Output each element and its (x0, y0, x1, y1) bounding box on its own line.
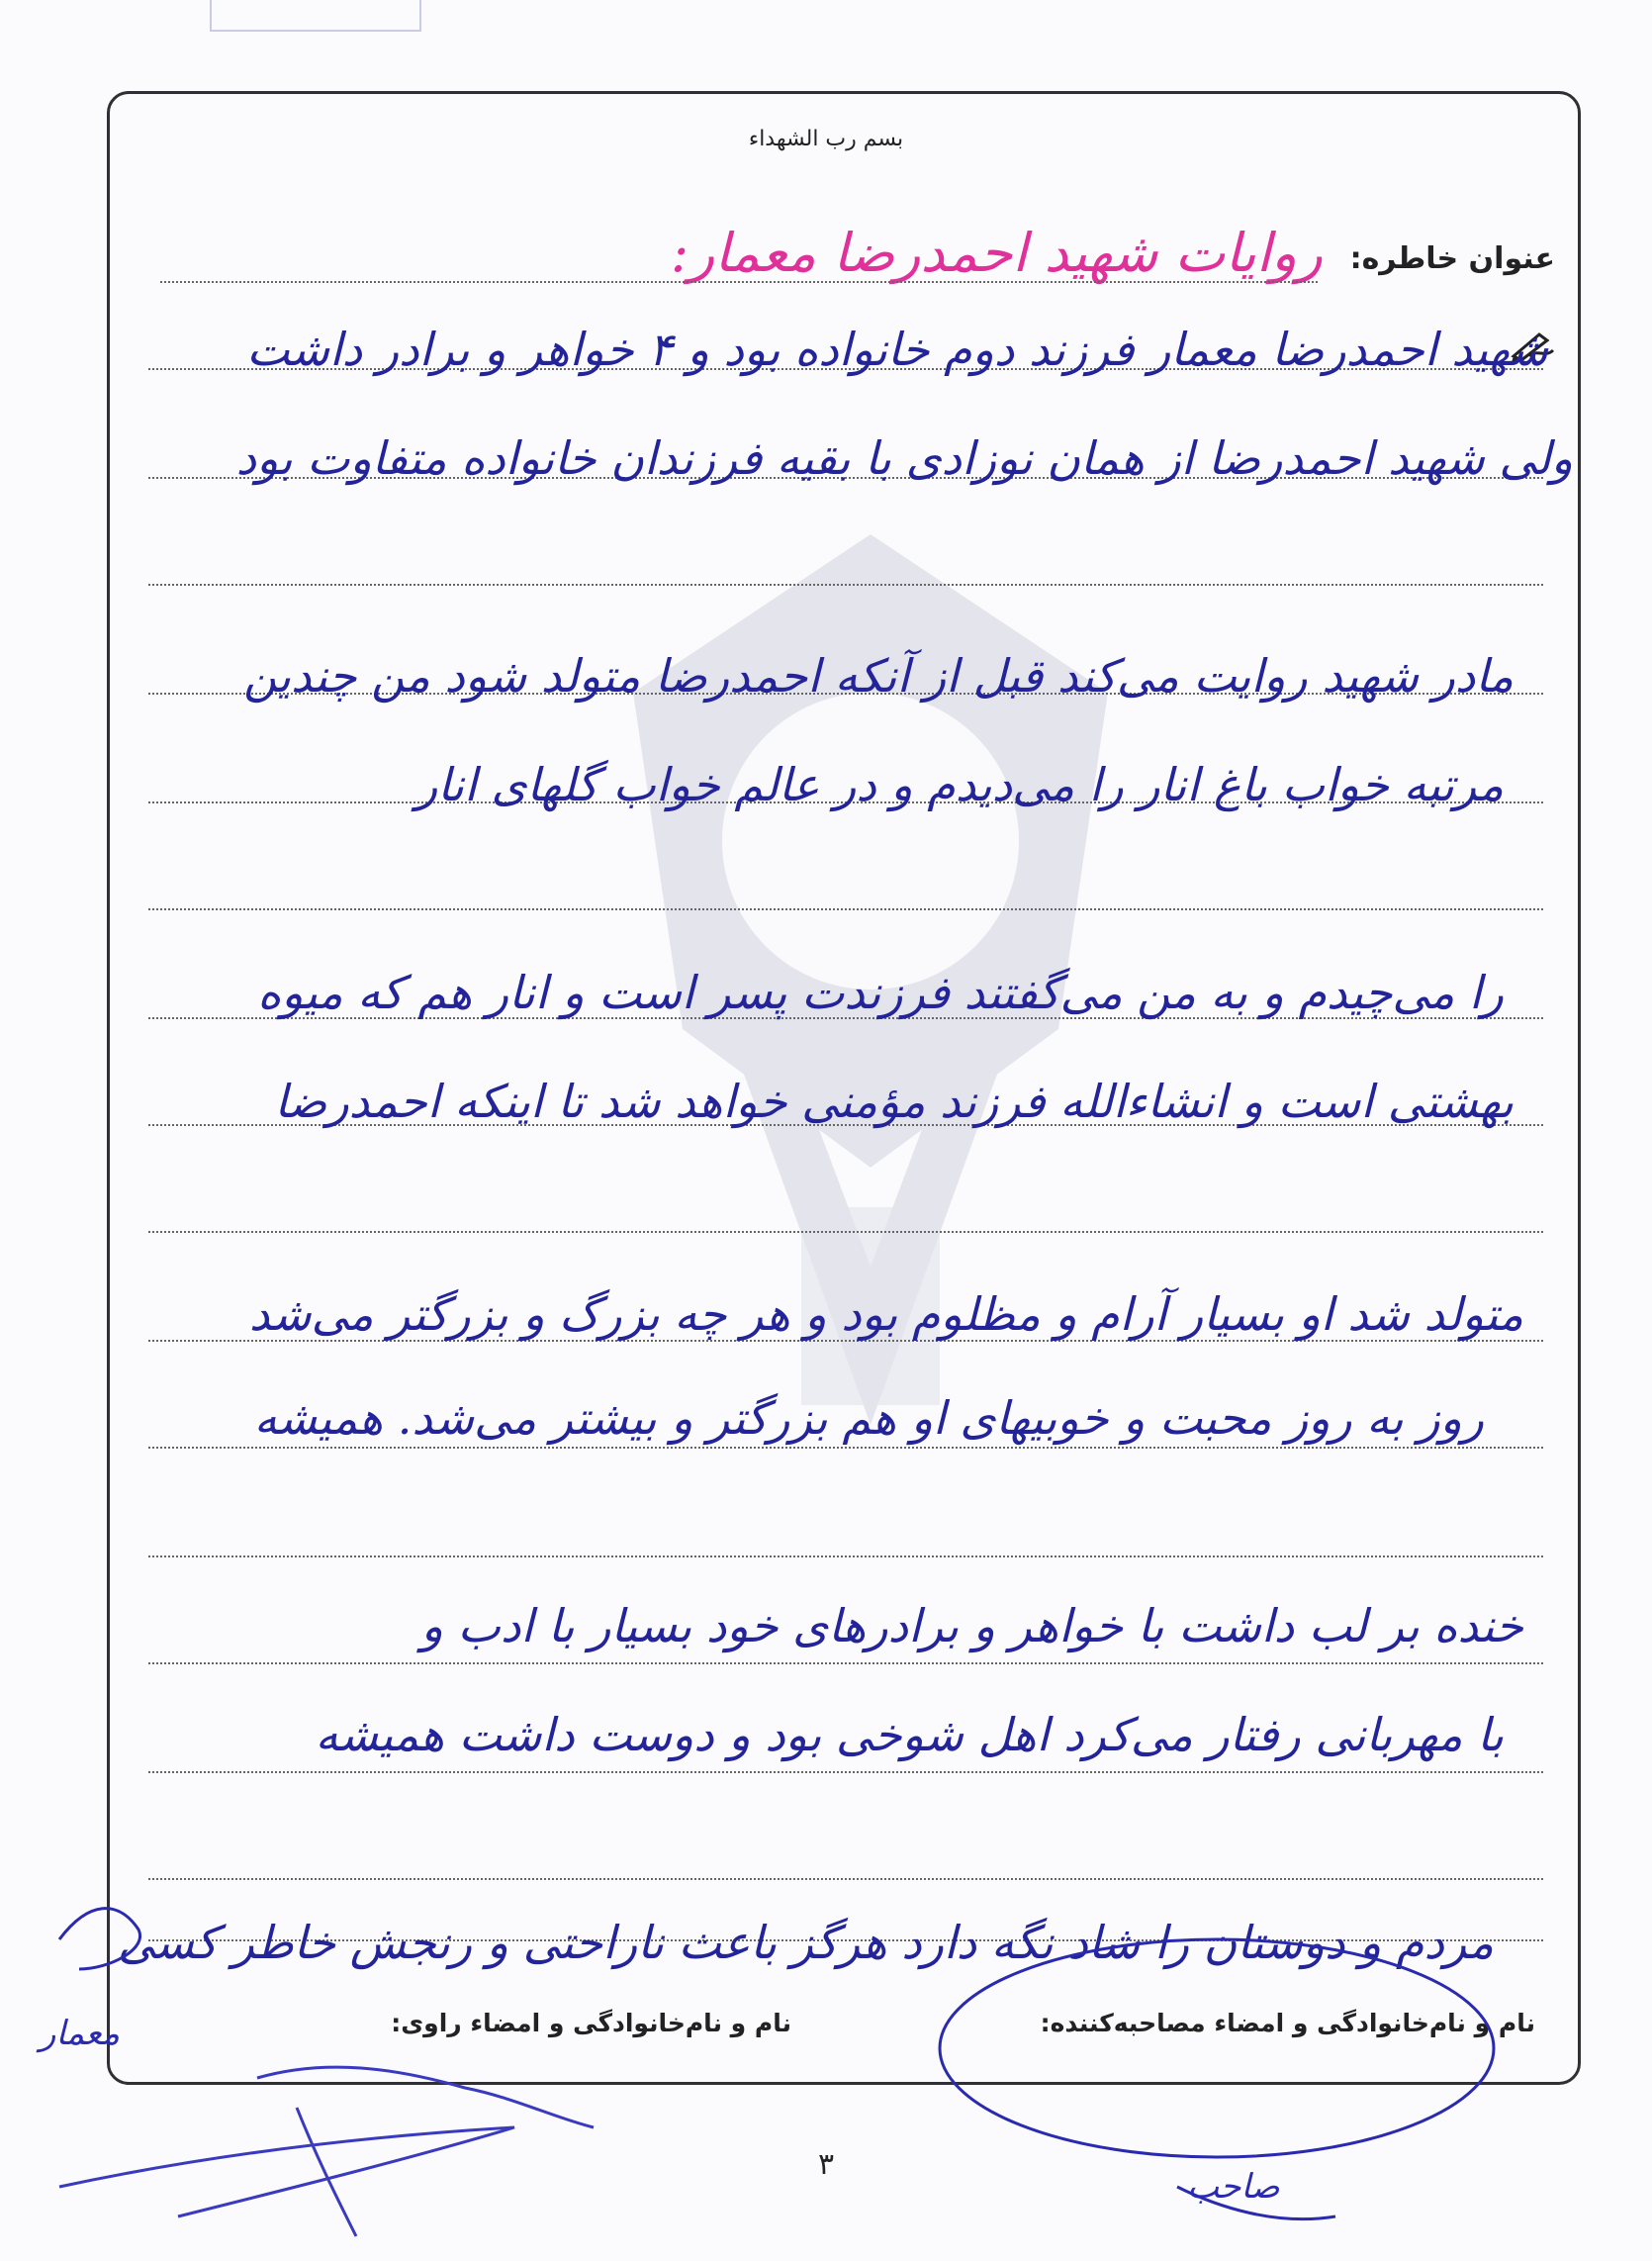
handwritten-line: خنده بر لب داشت با خواهر و برادرهای خود بسیار با ادب و (420, 1599, 1523, 1652)
handwritten-line: ولی شهید احمدرضا از همان نوزادی با بقیه فرزندان خانواده متفاوت بود (235, 431, 1573, 485)
memory-title-row (148, 218, 1555, 284)
page-number: ۳ (817, 2147, 835, 2182)
stamp-mark (210, 0, 421, 32)
ruled-line (148, 1447, 1543, 1449)
ruled-line (148, 1662, 1543, 1664)
narrator-handwritten-name: معمار (40, 2014, 121, 2053)
ruled-line (148, 1231, 1543, 1233)
interviewer-signature-label: نام و نام‌خانوادگی و امضاء مصاحبه‌کننده: (1040, 2009, 1535, 2037)
title-value: روایات شهید احمدرضا معمار: (671, 222, 1323, 284)
handwritten-line: مرتبه خواب باغ انار را می‌دیدم و در عالم خواب گلهای انار (415, 758, 1504, 811)
handwritten-line: مردم و دوستان را شاد نگه دارد هرگز باعث ناراحتی و رنجش خاطر کسی (117, 1916, 1494, 1969)
handwritten-line: بهشتی است و انشاءالله فرزند مؤمنی خواهد شد تا اینکه احمدرضا (274, 1075, 1514, 1128)
narrator-signature (0, 1860, 692, 2261)
title-label: عنوان خاطره: (1349, 241, 1555, 276)
narrator-signature-label: نام و نام‌خانوادگی و امضاء راوی: (391, 2009, 791, 2037)
handwritten-line: مادر شهید روایت می‌کند قبل از آنکه احمدرضا متولد شود من چندین (243, 649, 1514, 703)
ruled-line (148, 1771, 1543, 1773)
interviewer-handwritten-name: صاحب (1187, 2167, 1280, 2207)
handwritten-line: را می‌چیدم و به من می‌گفتند فرزندت پسر است و انار هم که میوه (257, 966, 1504, 1019)
handwritten-line: با مهربانی رفتار می‌کرد اهل شوخی بود و دوست داشت همیشه (315, 1708, 1504, 1761)
ruled-line (148, 908, 1543, 910)
ruled-line (148, 584, 1543, 586)
handwritten-line: شهید احمدرضا معمار فرزند دوم خانواده بود و ۴ خواهر و برادر داشت (246, 323, 1548, 376)
title-line (160, 281, 1318, 283)
interviewer-signature (920, 1930, 1553, 2261)
ruled-line (148, 1555, 1543, 1557)
handwritten-line: متولد شد او بسیار آرام و مظلوم بود و هر چه بزرگ و بزرگتر می‌شد (248, 1287, 1523, 1341)
header-bismillah: بسم رب الشهداء (748, 127, 904, 151)
handwritten-line: روز به روز محبت و خوبیهای او هم بزرگتر و بیشتر می‌شد. همیشه (253, 1391, 1484, 1445)
